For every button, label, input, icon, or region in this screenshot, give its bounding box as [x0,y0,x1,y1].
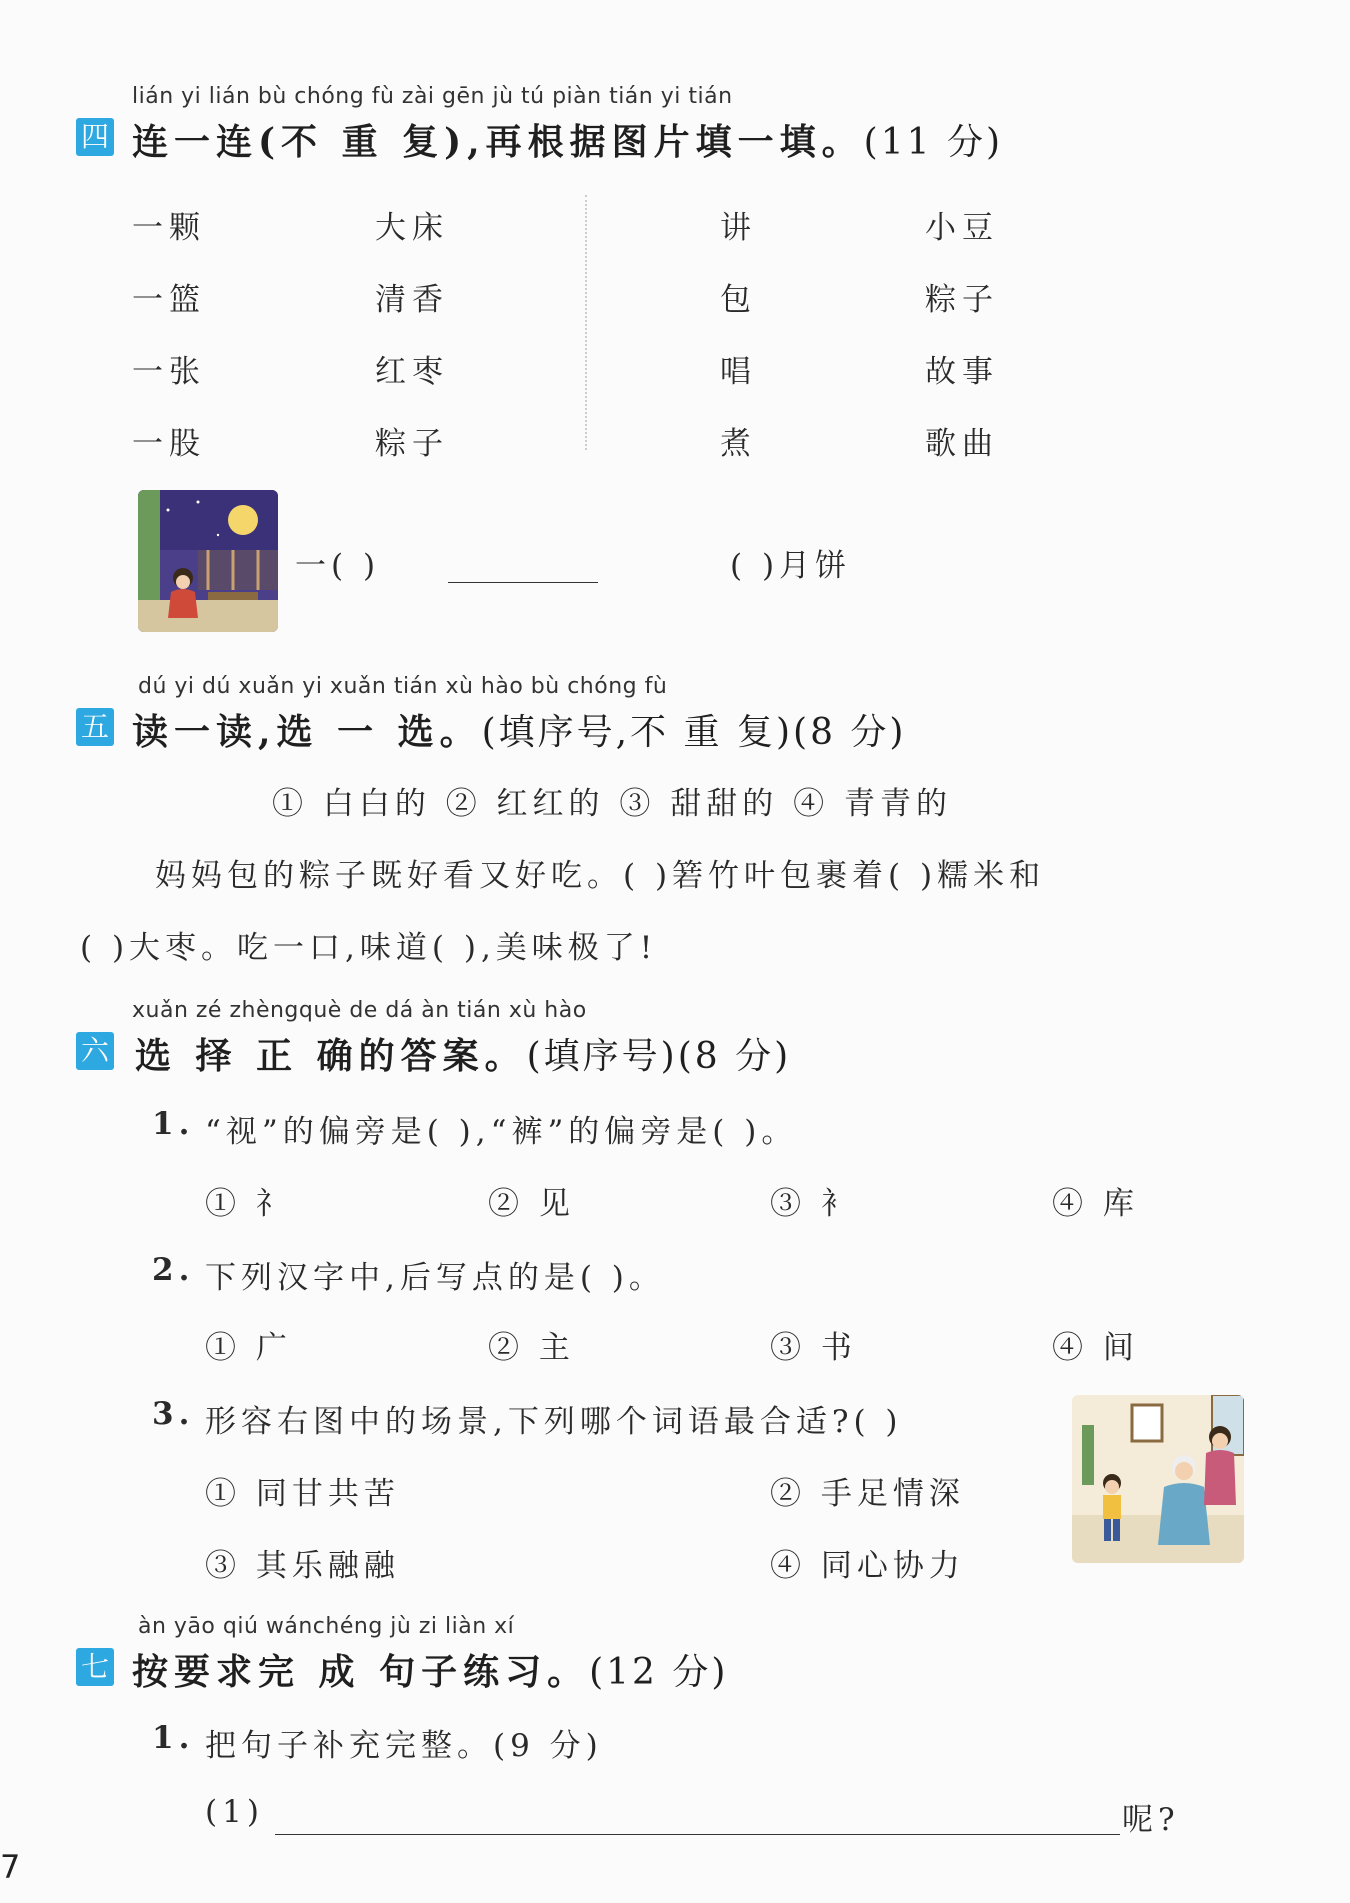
s5-options: ① 白白的 ② 红红的 ③ 甜甜的 ④ 青青的 [272,786,952,822]
match-item[interactable]: 一颗 [132,210,206,246]
section-7-badge: 七 [76,1648,114,1686]
match-item[interactable]: 粽子 [375,426,449,462]
section-5-badge: 五 [76,708,114,746]
match-col-3 [720,192,757,480]
match-col-2 [375,192,449,480]
match-item[interactable]: 一股 [132,426,206,462]
s6-title-text: 选 择 正 确的答案。 [135,1035,527,1077]
match-item[interactable]: 唱 [720,354,757,390]
s5-title [132,704,906,755]
q3-number: 3. [152,1396,195,1432]
s7-pinyin: àn yāo qiú wánchéng jù zi liàn xí [138,1614,515,1639]
option[interactable]: ③ 书 [770,1330,857,1366]
s5-sub: (填序号,不 重 复)(8 分) [481,712,907,753]
option[interactable]: ④ 同心协力 [770,1548,965,1584]
s5-title-text: 读一读,选 一 选。 [132,711,482,753]
option[interactable]: ② 见 [488,1186,575,1222]
match-item[interactable]: 大床 [375,210,449,246]
answer-line[interactable] [448,582,598,583]
match-col-4 [925,192,999,480]
option[interactable]: ① 礻 [205,1186,292,1222]
s4-score: (11 分) [863,122,1004,163]
section-4-badge: 四 [76,118,114,156]
option[interactable]: ① 同甘共苦 [205,1476,400,1512]
match-item[interactable]: 歌曲 [925,426,999,462]
match-item[interactable]: 红枣 [375,354,449,390]
s6-pinyin: xuǎn zé zhèngquè de dá àn tián xù hào [132,998,587,1023]
match-item[interactable]: 一张 [132,354,206,390]
s7-q1-number: 1. [152,1720,195,1756]
match-divider [585,195,587,450]
page-number: 7 [0,1848,21,1886]
s7-item-1-end: 呢? [1122,1802,1180,1838]
s5-passage-line-2: ( )大枣。吃一口,味道( ),美味极了! [80,930,658,966]
s6-title [135,1028,791,1079]
family-illustration [1072,1395,1244,1563]
s6-sub: (填序号)(8 分) [526,1036,792,1077]
s4-title [132,114,1003,165]
match-item[interactable]: 煮 [720,426,757,462]
s4-title-text: 连一连(不 重 复),再根据图片填一填。 [132,121,864,163]
s7-sub: (12 分) [589,1652,729,1693]
s4-pinyin: lián yi lián bù chóng fù zài gēn jù tú piàn tián yi tián [132,84,733,109]
moon-night-illustration [138,490,278,632]
match-col-1 [132,192,206,480]
option[interactable]: ② 手足情深 [770,1476,965,1512]
q3-text: 形容右图中的场景,下列哪个词语最合适?( ) [205,1404,903,1440]
s5-passage-line-1: 妈妈包的粽子既好看又好吃。( )箬竹叶包裹着( )糯米和 [155,858,1046,894]
option[interactable]: ② 主 [488,1330,575,1366]
s7-item-1-answer-line[interactable] [275,1834,1120,1835]
match-item[interactable]: 小豆 [925,210,999,246]
fill-blank-1[interactable]: 一( ) [295,548,381,584]
option[interactable]: ④ 库 [1052,1186,1139,1222]
q1-number: 1. [152,1106,195,1142]
s7-item-1-label: (1) [205,1794,264,1830]
match-item[interactable]: 一篮 [132,282,206,318]
option[interactable]: ④ 间 [1052,1330,1139,1366]
q2-text: 下列汉字中,后写点的是( )。 [205,1260,665,1296]
s7-title-text: 按要求完 成 句子练习。 [132,1651,590,1693]
fill-blank-2[interactable]: ( )月饼 [730,548,852,584]
match-item[interactable]: 包 [720,282,757,318]
match-item[interactable]: 故事 [925,354,999,390]
option[interactable]: ① 广 [205,1330,292,1366]
s5-pinyin: dú yi dú xuǎn yi xuǎn tián xù hào bù chóng fù [138,674,668,699]
q1-text: “视”的偏旁是( ),“裤”的偏旁是( )。 [205,1114,798,1150]
match-item[interactable]: 粽子 [925,282,999,318]
q2-number: 2. [152,1252,195,1288]
match-item[interactable]: 清香 [375,282,449,318]
section-6-badge: 六 [76,1032,114,1070]
s7-q1-text: 把句子补充完整。(9 分) [205,1728,603,1764]
match-item[interactable]: 讲 [720,210,757,246]
s7-title [132,1644,728,1695]
option[interactable]: ③ 衤 [770,1186,857,1222]
option[interactable]: ③ 其乐融融 [205,1548,400,1584]
